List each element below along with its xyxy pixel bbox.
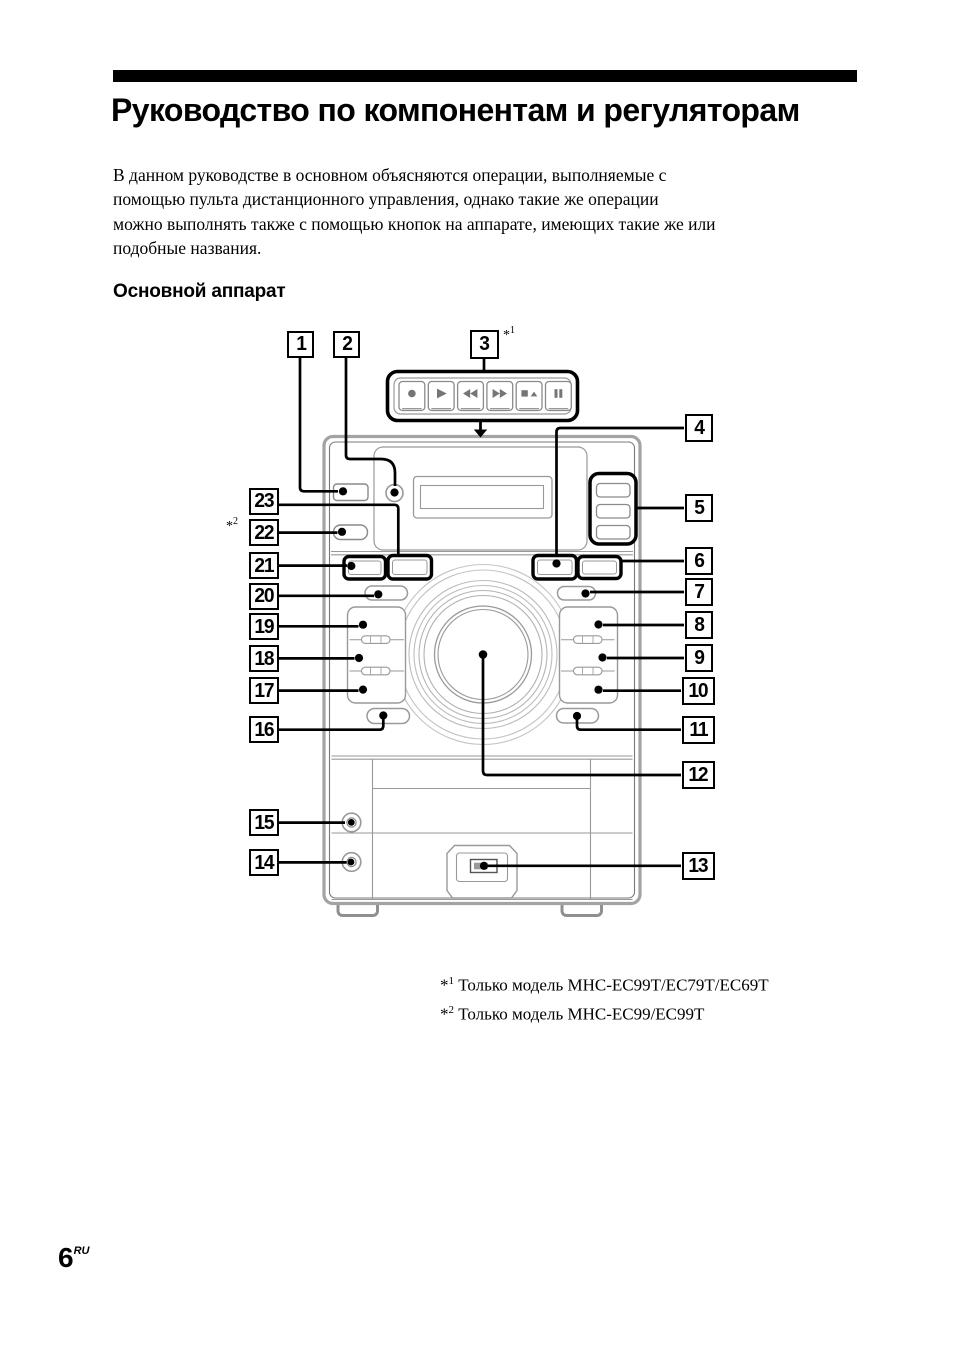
footnote-2: *$^2$ Только модель MHC-EC99/EC99T [440, 1003, 705, 1024]
left-button-panel [348, 607, 406, 703]
transport-panel [388, 372, 578, 421]
intro-line: помощью пульта дистанционного управления, однако такие же операции [113, 189, 659, 210]
ref-mark-1: *$^1$ [503, 325, 515, 343]
callout-16: 16 [249, 716, 279, 743]
callout-2: 2 [333, 331, 360, 358]
page-number: $6^{RU}$ [58, 1242, 90, 1273]
usb-port [447, 846, 517, 899]
footnote-1: *$^1$ Только модель MHC-EC99T/EC79T/EC69T [440, 975, 769, 995]
callout-12: 12 [682, 761, 716, 789]
callout-9: 9 [685, 644, 713, 672]
callout-20: 20 [249, 583, 279, 610]
callout-13: 13 [682, 852, 716, 880]
right-button-group [590, 474, 636, 545]
callout-11: 11 [682, 716, 716, 744]
callout-22: 22 [249, 519, 279, 546]
button-top-left [334, 484, 369, 501]
ref-mark-2: *$^2$ [226, 516, 238, 534]
section-heading: Основной аппарат [113, 281, 286, 302]
callout-7: 7 [685, 578, 713, 606]
callout-6: 6 [685, 547, 713, 575]
callout-14: 14 [249, 849, 279, 876]
intro-line: подобные названия. [113, 238, 262, 259]
callout-17: 17 [249, 677, 279, 704]
callout-8: 8 [685, 611, 713, 639]
display-panel [414, 477, 553, 519]
right-button-panel [560, 607, 618, 703]
callout-15: 15 [249, 809, 279, 836]
callout-4: 4 [685, 414, 713, 442]
intro-line: В данном руководстве в основном объясняются операции, выполняемые с [113, 165, 667, 185]
callout-3: 3 [470, 330, 499, 359]
footnotes [440, 969, 769, 1027]
callout-23: 23 [249, 488, 279, 515]
page-title: Руководство по компонентам и регуляторам [111, 92, 800, 128]
record-icon [408, 390, 416, 398]
callout-21: 21 [249, 552, 279, 579]
callout-1: 1 [287, 331, 314, 358]
intro-line: можно выполнять также с помощью кнопок на аппарате, имеющих такие же или [113, 213, 716, 234]
callout-19: 19 [249, 613, 279, 640]
callout-10: 10 [682, 677, 716, 705]
callout-5: 5 [685, 494, 713, 522]
callout-18: 18 [249, 645, 279, 672]
